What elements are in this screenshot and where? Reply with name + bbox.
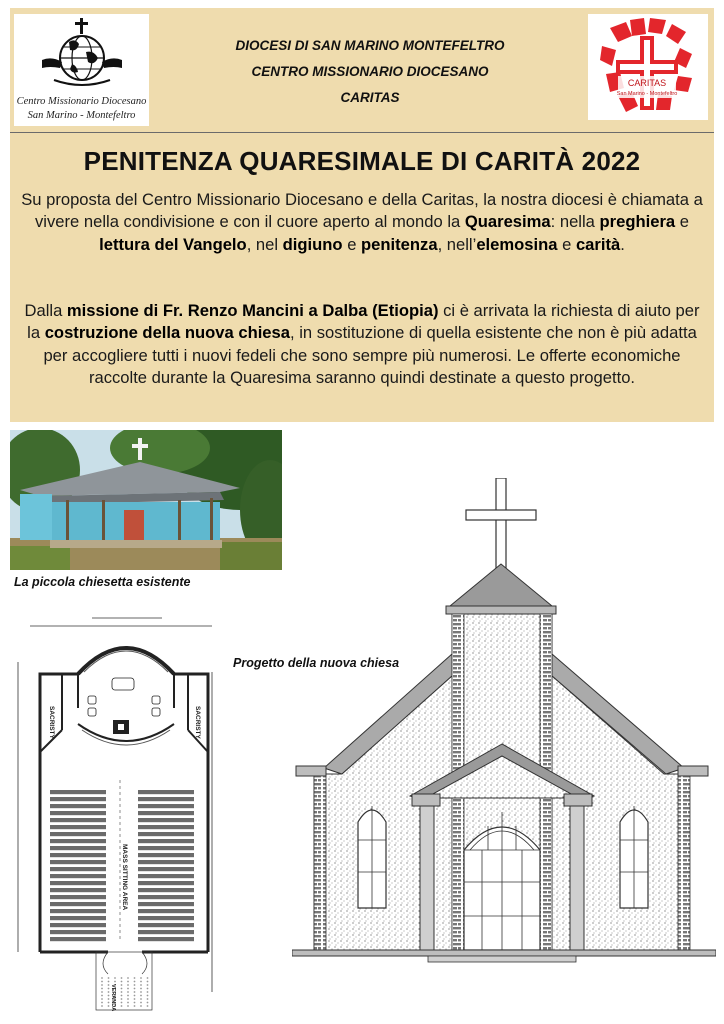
paving-dot [114, 981, 116, 983]
pew [50, 853, 106, 857]
paving-dot [121, 998, 123, 1000]
plan-label-seating: MASS SITTING AREA [121, 844, 128, 911]
globe-hands-icon [14, 14, 149, 92]
pew [138, 797, 194, 801]
paving-dot [121, 977, 123, 979]
missionary-center-logo [14, 14, 149, 126]
pew [50, 797, 106, 801]
paving-dot [147, 995, 149, 997]
paving-dot [121, 981, 123, 983]
paving-dot [134, 1002, 136, 1004]
pew [138, 937, 194, 941]
pew [138, 846, 194, 850]
pew [138, 895, 194, 899]
paving-dot [127, 977, 129, 979]
header-line-center: CENTRO MISSIONARIO DIOCESANO [251, 64, 489, 79]
paving-dot [134, 984, 136, 986]
paving-dot [147, 981, 149, 983]
paving-dot [101, 1002, 103, 1004]
pew [50, 916, 106, 920]
plan-label-sacristy-right: SACRISTY [194, 706, 201, 739]
pew [138, 867, 194, 871]
pew [50, 902, 106, 906]
paving-dot [134, 998, 136, 1000]
paving-dot [108, 984, 110, 986]
paving-dot [134, 1005, 136, 1007]
paving-dot [127, 991, 129, 993]
intro-paragraph: Su proposta del Centro Missionario Diocesano e della Caritas, la nostra diocesi è chiamata a vivere nella condivisione e con il cuore aperto al mondo la Quaresima: nella preghiera e lettura del Vangelo, nel digiuno e penitenza, nell’elemosina e carità. [21, 190, 703, 254]
floor-plan-drawing [12, 612, 222, 1016]
paving-dot [147, 984, 149, 986]
mission-paragraph: Dalla missione di Fr. Renzo Mancini a Dalba (Etiopia) ci è arrivata la richiesta di aiuto per la costruzione della nuova chiesa, in sostituzione di quella esistente che non è più adatta per accogliere tutti i nuovi fedeli che sono sempre più numerosi. Le offerte economiche raccolte durante la Quaresima saranno quindi destinate a questo progetto. [24, 301, 700, 388]
paving-dot [121, 995, 123, 997]
caritas-logo-subtext: San Marino - Montefeltro [616, 91, 678, 97]
paving-dot [101, 991, 103, 993]
pew [138, 881, 194, 885]
paving-dot [134, 981, 136, 983]
paving-dot [127, 984, 129, 986]
paving-dot [127, 1005, 129, 1007]
paving-dot [140, 1005, 142, 1007]
pew [50, 867, 106, 871]
plan-label-entrance: VERANDA [110, 984, 116, 1012]
pew [50, 811, 106, 815]
pew [138, 888, 194, 892]
logo-caption-line-1: Centro Missionario Diocesano [16, 96, 147, 107]
new-church-elevation-drawing [292, 478, 716, 978]
pew [50, 832, 106, 836]
pew [138, 909, 194, 913]
paving-dot [101, 981, 103, 983]
pew [50, 860, 106, 864]
paving-dot [108, 998, 110, 1000]
pew [138, 860, 194, 864]
pew [138, 853, 194, 857]
pew [138, 923, 194, 927]
pew [50, 874, 106, 878]
paving-dot [147, 1005, 149, 1007]
header-line-diocese: DIOCESI DI SAN MARINO MONTEFELTRO [235, 38, 505, 53]
paving-dot [140, 991, 142, 993]
paving-dot [140, 988, 142, 990]
pew [138, 902, 194, 906]
pew [50, 881, 106, 885]
paving-dot [101, 988, 103, 990]
paving-dot [127, 995, 129, 997]
paving-dot [140, 981, 142, 983]
caritas-flame-cross-icon [588, 14, 708, 120]
paving-dot [134, 988, 136, 990]
paving-dot [121, 1005, 123, 1007]
paving-dot [108, 1005, 110, 1007]
header-divider [10, 132, 714, 133]
existing-church-photo [10, 430, 282, 570]
paving-dot [147, 977, 149, 979]
paving-dot [121, 988, 123, 990]
paving-dot [121, 984, 123, 986]
pew [50, 839, 106, 843]
paving-dot [134, 991, 136, 993]
photo-caption: La piccola chiesetta esistente [14, 575, 191, 589]
pew [138, 930, 194, 934]
pew [50, 909, 106, 913]
pew [50, 923, 106, 927]
pew [50, 804, 106, 808]
caritas-logo-text: CARITAS [627, 78, 667, 88]
paving-dot [101, 998, 103, 1000]
pew [50, 888, 106, 892]
pew [50, 825, 106, 829]
caritas-logo [588, 14, 708, 120]
paving-dot [134, 995, 136, 997]
pew [50, 790, 106, 794]
pew [138, 874, 194, 878]
paving-dot [134, 977, 136, 979]
paving-dot [121, 1002, 123, 1004]
paving-dot [147, 988, 149, 990]
paving-dot [101, 977, 103, 979]
paving-dot [114, 977, 116, 979]
pew [138, 818, 194, 822]
pew [138, 916, 194, 920]
paving-dot [101, 984, 103, 986]
pew [138, 804, 194, 808]
pew [50, 937, 106, 941]
paving-dot [101, 995, 103, 997]
paving-dot [108, 991, 110, 993]
pew [50, 818, 106, 822]
pew [138, 790, 194, 794]
paving-dot [147, 1002, 149, 1004]
logo-caption-line-2: San Marino - Montefeltro [27, 110, 136, 121]
pew [138, 825, 194, 829]
pew [50, 846, 106, 850]
pew [138, 839, 194, 843]
page-title: PENITENZA QUARESIMALE DI CARITÀ 2022 [83, 146, 641, 176]
paving-dot [140, 984, 142, 986]
paving-dot [147, 998, 149, 1000]
elevation-caption: Progetto della nuova chiesa [233, 656, 400, 670]
paving-dot [108, 977, 110, 979]
paving-dot [140, 1002, 142, 1004]
plan-label-sacristy-left: SACRISTY [48, 706, 55, 739]
pew [50, 895, 106, 899]
pew [50, 930, 106, 934]
paving-dot [108, 995, 110, 997]
paving-dot [127, 981, 129, 983]
paving-dot [140, 977, 142, 979]
paving-dot [101, 1005, 103, 1007]
header-line-caritas: CARITAS [340, 90, 400, 105]
paving-dot [108, 988, 110, 990]
paving-dot [140, 995, 142, 997]
paving-dot [121, 991, 123, 993]
pew [138, 832, 194, 836]
paving-dot [127, 988, 129, 990]
paving-dot [140, 998, 142, 1000]
paving-dot [127, 998, 129, 1000]
paving-dot [108, 981, 110, 983]
paving-dot [108, 1002, 110, 1004]
paving-dot [127, 1002, 129, 1004]
pew [138, 811, 194, 815]
paving-dot [147, 991, 149, 993]
